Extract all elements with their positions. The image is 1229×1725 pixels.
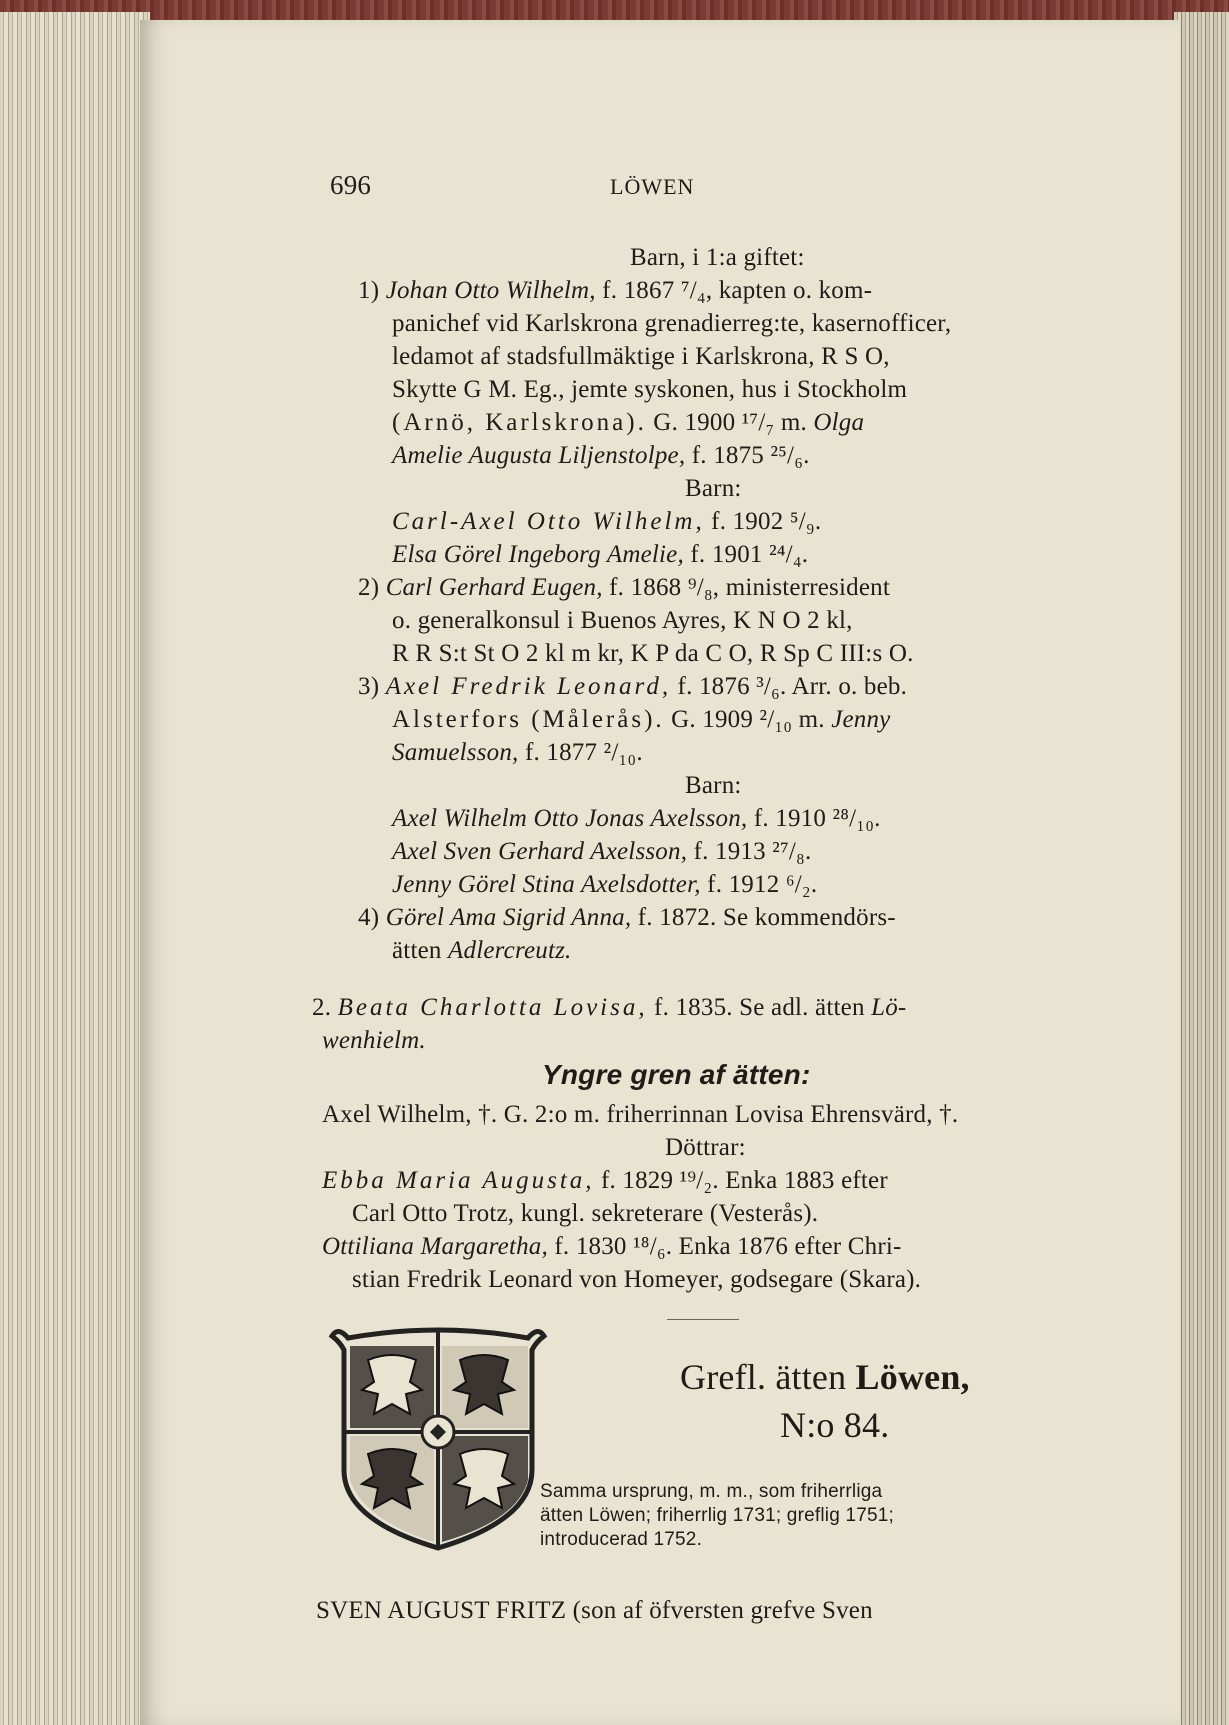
family-title: Grefl. ätten Löwen,	[680, 1357, 970, 1397]
text-line: Amelie Augusta Liljenstolpe, f. 1875 ²⁵/₆.	[392, 442, 810, 469]
text-line: Barn, i 1:a giftet:	[630, 244, 805, 271]
text-line: wenhielm.	[322, 1027, 426, 1054]
text-line: Jenny Görel Stina Axelsdotter, f. 1912 ⁶/₂.	[392, 871, 818, 898]
text-line: panichef vid Karlskrona grenadierreg:te, kasernofficer,	[392, 310, 952, 337]
text-line: Axel Wilhelm, †. G. 2:o m. friherrinnan Lovisa Ehrensvärd, †.	[322, 1101, 959, 1128]
page-content	[140, 20, 1180, 1725]
family-note-line: introducerad 1752.	[540, 1529, 703, 1550]
text-line: ledamot af stadsfullmäktige i Karlskrona, R S O,	[392, 343, 890, 370]
text-line: stian Fredrik Leonard von Homeyer, godsegare (Skara).	[352, 1266, 922, 1293]
text-line: o. generalkonsul i Buenos Ayres, K N O 2 kl,	[392, 607, 853, 634]
book-page-edges-right	[1174, 12, 1229, 1725]
text-line: 2. Beata Charlotta Lovisa, f. 1835. Se adl. ätten Lö-	[312, 994, 907, 1021]
text-line: Carl Otto Trotz, kungl. sekreterare (Vesterås).	[352, 1200, 819, 1227]
running-title: LÖWEN	[610, 174, 695, 199]
text-line: Skytte G M. Eg., jemte syskonen, hus i Stockholm	[392, 376, 908, 403]
text-line: Samuelsson, f. 1877 ²/₁₀.	[392, 739, 643, 766]
text-line: 1) Johan Otto Wilhelm, f. 1867 ⁷/₄, kapten o. kom-	[358, 277, 873, 304]
text-line: 2) Carl Gerhard Eugen, f. 1868 ⁹/₈, ministerresident	[358, 574, 890, 601]
text-line: Barn:	[685, 475, 742, 502]
family-number: N:o 84.	[780, 1405, 890, 1445]
text-line: Carl-Axel Otto Wilhelm, f. 1902 ⁵/₉.	[392, 508, 822, 535]
text-line: SVEN AUGUST FRITZ (son af öfversten grefve Sven	[316, 1597, 873, 1624]
page-number: 696	[330, 170, 372, 200]
coat-of-arms-image	[328, 1320, 548, 1552]
book-page	[140, 20, 1180, 1725]
text-line: 4) Görel Ama Sigrid Anna, f. 1872. Se kommendörs-	[358, 904, 896, 931]
text-line: R R S:t St O 2 kl m kr, K P da C O, R Sp C III:s O.	[392, 640, 914, 667]
book-page-edges-left	[0, 12, 150, 1725]
divider	[667, 1319, 739, 1320]
text-line: Elsa Görel Ingeborg Amelie, f. 1901 ²⁴/₄.	[392, 541, 809, 568]
text-line: Barn:	[685, 772, 742, 799]
text-line: 3) Axel Fredrik Leonard, f. 1876 ³/₆. Arr. o. beb.	[358, 673, 908, 700]
text-line: (Arnö, Karlskrona). G. 1900 ¹⁷/₇ m. Olga	[392, 409, 865, 436]
family-note-line: ätten Löwen; friherrlig 1731; greflig 1751;	[540, 1505, 894, 1526]
text-line: Axel Wilhelm Otto Jonas Axelsson, f. 1910 ²⁸/₁₀.	[392, 805, 881, 832]
section-heading: Yngre gren af ätten:	[542, 1059, 811, 1090]
text-line: Ottiliana Margaretha, f. 1830 ¹⁸/₆. Enka 1876 efter Chri-	[322, 1233, 902, 1260]
text-line: Ebba Maria Augusta, f. 1829 ¹⁹/₂. Enka 1883 efter	[322, 1167, 888, 1194]
text-line: Döttrar:	[665, 1134, 746, 1161]
family-note-line: Samma ursprung, m. m., som friherrliga	[540, 1481, 883, 1502]
text-line: ätten Adlercreutz.	[392, 937, 572, 964]
text-line: Axel Sven Gerhard Axelsson, f. 1913 ²⁷/₈.	[392, 838, 812, 865]
text-line: Alsterfors (Målerås). G. 1909 ²/₁₀ m. Jenny	[392, 706, 891, 733]
